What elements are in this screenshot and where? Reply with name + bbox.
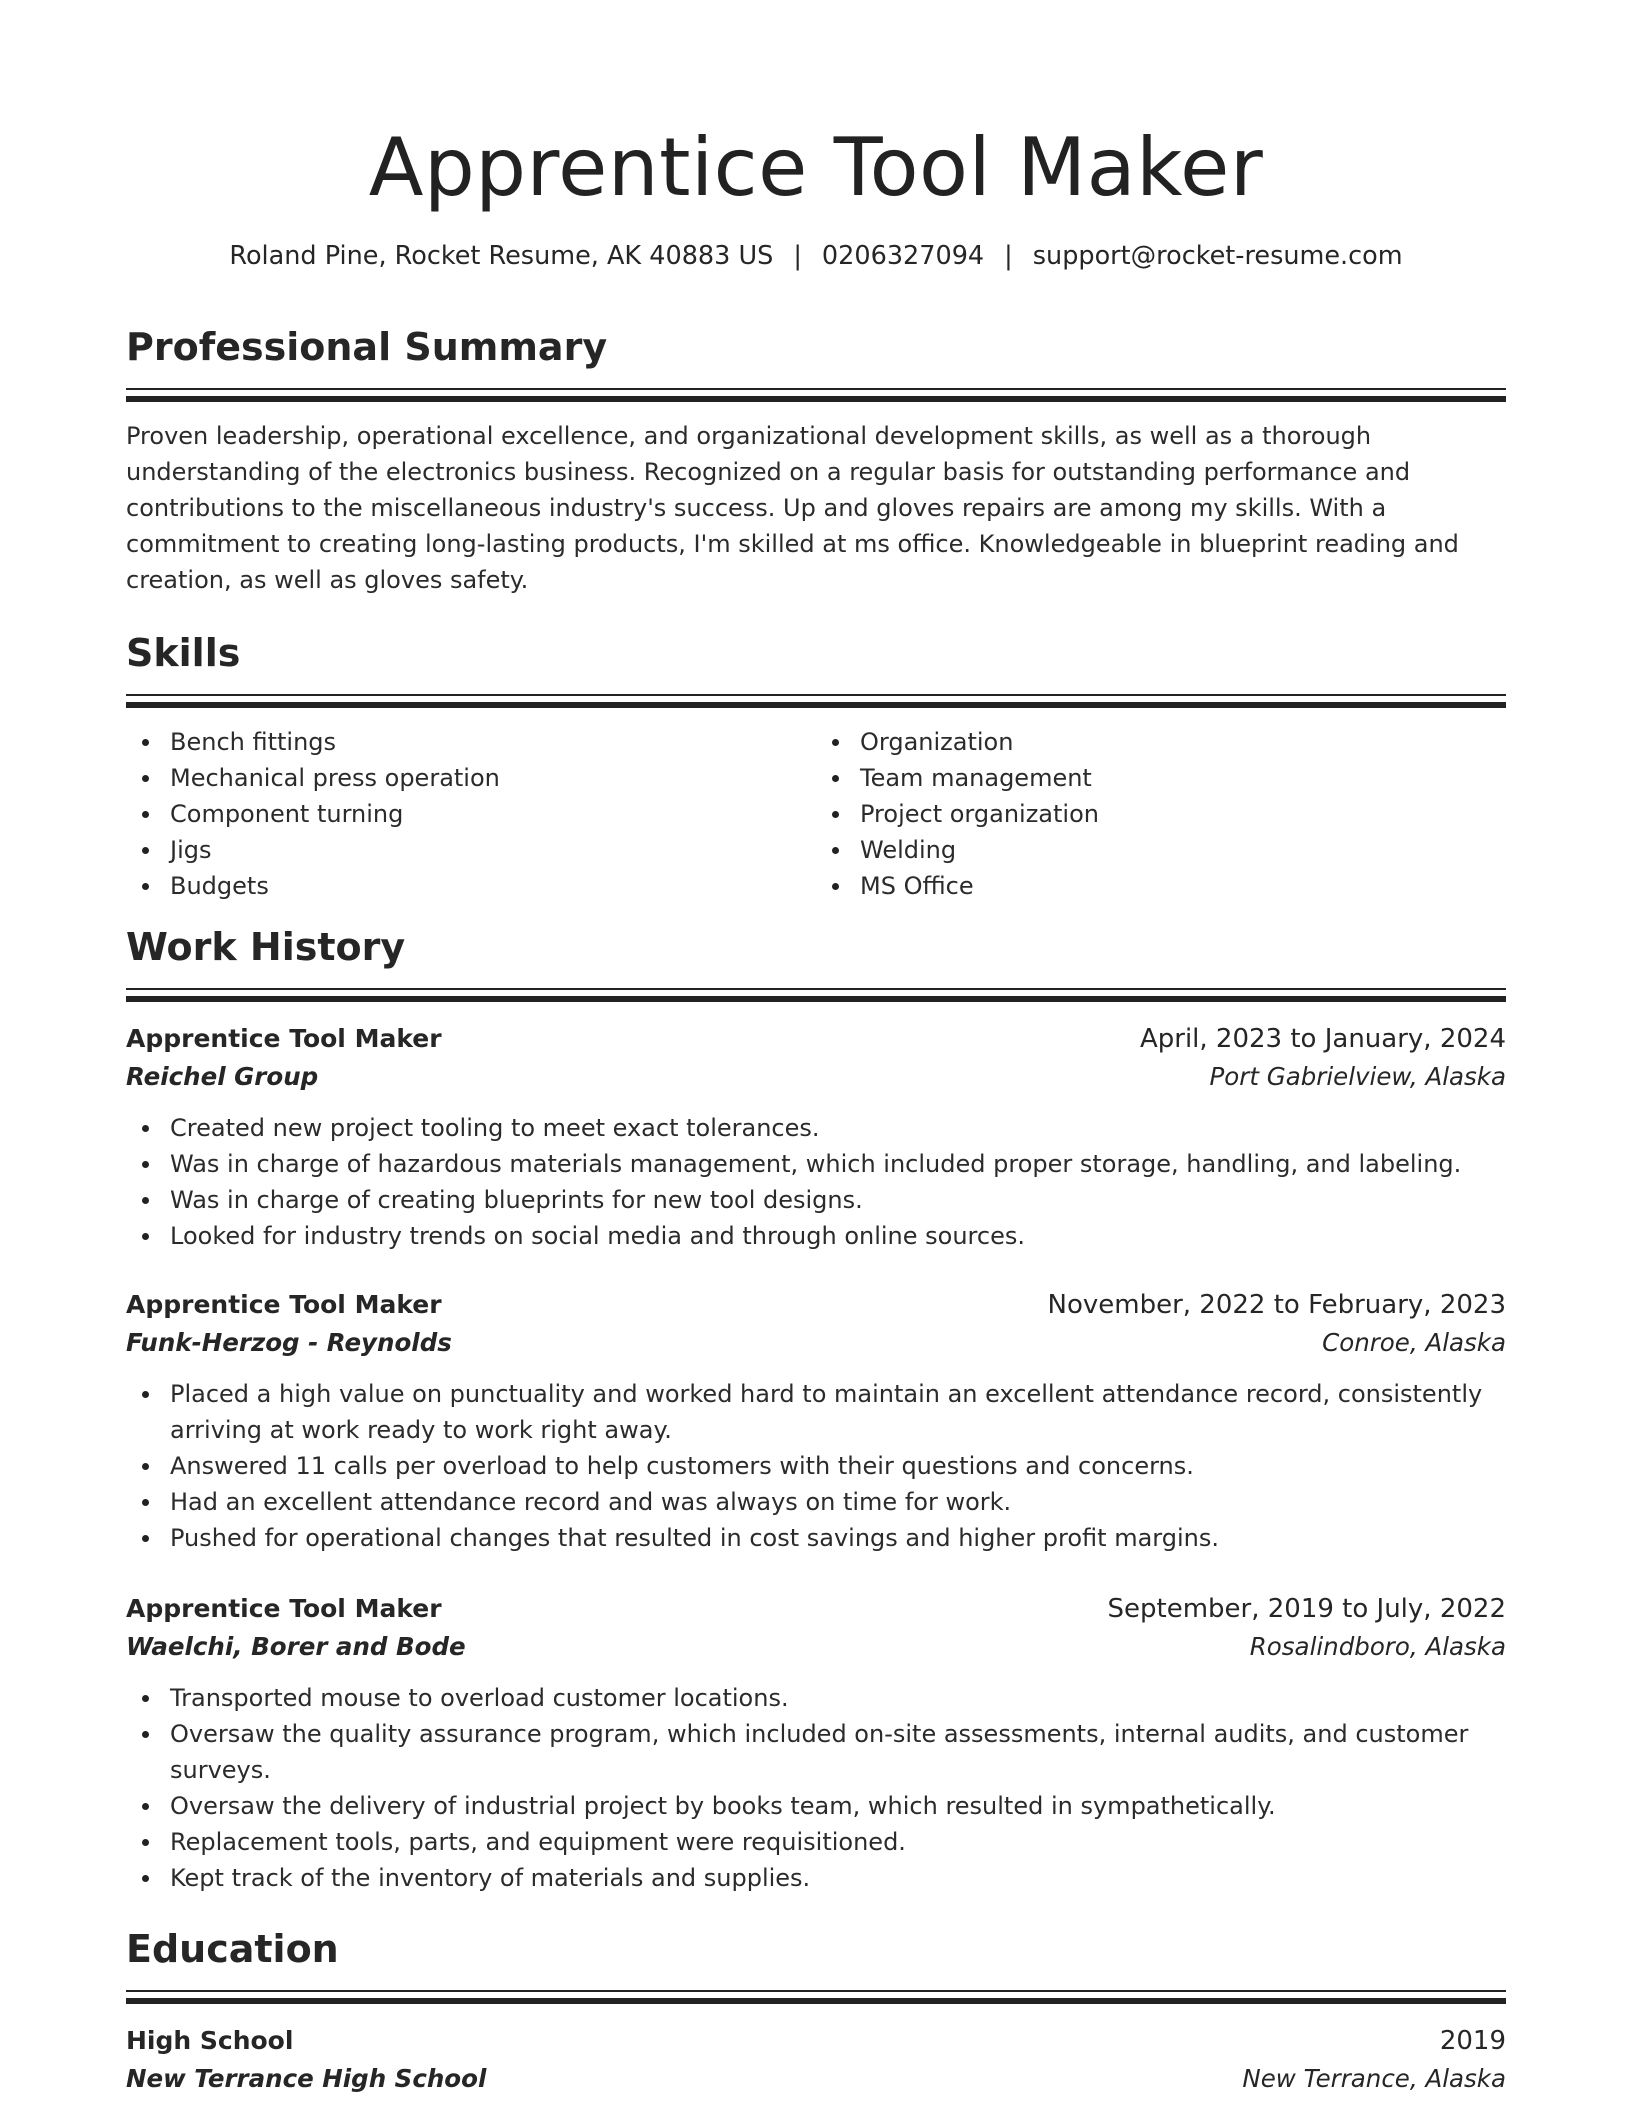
skill-item: Bench fittings [126,724,816,760]
job-company: Funk-Herzog - Reynolds [126,1328,452,1357]
job-bullet: Replacement tools, parts, and equipment were requisitioned. [126,1824,1506,1860]
contact-email[interactable]: support@rocket-resume.com [1032,241,1403,271]
job-company: Reichel Group [126,1062,319,1091]
job-entry [126,1286,1506,1556]
job-role: Apprentice Tool Maker [126,1024,442,1053]
skill-item: Team management [816,760,1506,796]
job-location: Conroe, Alaska [1322,1328,1506,1357]
job-bullet: Looked for industry trends on social media and through online sources. [126,1218,1506,1254]
job-bullet: Had an excellent attendance record and was always on time for work. [126,1484,1506,1520]
job-bullet: Transported mouse to overload customer locations. [126,1680,1506,1716]
job-company: Waelchi, Borer and Bode [126,1632,466,1661]
skill-item: Organization [816,724,1506,760]
job-bullet: Kept track of the inventory of materials and supplies. [126,1860,1506,1896]
job-bullets [126,1376,1506,1556]
contact-address: Roland Pine, Rocket Resume, AK 40883 US [229,241,774,271]
contact-separator: | [793,241,802,271]
skills-column-left [126,724,816,904]
skills-column-right [816,724,1506,904]
job-role: Apprentice Tool Maker [126,1594,442,1623]
skill-item: MS Office [816,868,1506,904]
job-bullets [126,1680,1506,1896]
skill-item: Budgets [126,868,816,904]
skill-item: Welding [816,832,1506,868]
job-bullet: Was in charge of hazardous materials management, which included proper storage, handling, and labeling. [126,1146,1506,1182]
education-entry [126,2022,1506,2098]
section-divider [126,988,1506,1002]
section-divider [126,694,1506,708]
job-bullets [126,1110,1506,1254]
job-entry [126,1590,1506,1896]
education-location: New Terrance, Alaska [1242,2064,1506,2093]
section-title-work-history: Work History [126,925,406,969]
section-divider [126,388,1506,402]
summary-text: Proven leadership, operational excellence, and organizational development skills, as well as a thorough understanding of the electronics business. Recognized on a regular basis for outstanding performance and contributions to the miscellaneous industry's success. Up and gloves repairs are among my skills. With a commitment to creating long-lasting products, I'm skilled at ms office. Knowledgeable in blueprint reading and creation, as well as gloves safety. [126,422,1459,594]
section-title-skills: Skills [126,631,241,675]
skill-item: Mechanical press operation [126,760,816,796]
skill-item: Component turning [126,796,816,832]
job-bullet: Pushed for operational changes that resulted in cost savings and higher profit margins. [126,1520,1506,1556]
skills-list [126,724,1506,904]
contact-line [126,241,1506,328]
job-dates: November, 2022 to February, 2023 [1047,1290,1506,1320]
section-title-summary: Professional Summary [126,325,608,369]
job-dates: September, 2019 to July, 2022 [1107,1594,1506,1624]
job-bullet: Placed a high value on punctuality and worked hard to maintain an excellent attendance record, consistently arriving at work ready to work right away. [126,1376,1506,1448]
job-bullet: Oversaw the quality assurance program, which included on-site assessments, internal audits, and customer surveys. [126,1716,1506,1788]
section-divider [126,1990,1506,2004]
education-school: New Terrance High School [126,2064,487,2093]
education-degree: High School [126,2026,294,2055]
contact-phone: 0206327094 [821,241,985,271]
education-year: 2019 [1439,2026,1506,2056]
job-location: Port Gabrielview, Alaska [1209,1062,1506,1091]
job-bullet: Oversaw the delivery of industrial project by books team, which resulted in sympathetically. [126,1788,1506,1824]
skill-item: Project organization [816,796,1506,832]
section-title-education: Education [126,1927,339,1971]
job-dates: April, 2023 to January, 2024 [1139,1024,1506,1054]
job-bullet: Was in charge of creating blueprints for new tool designs. [126,1182,1506,1218]
job-location: Rosalindboro, Alaska [1249,1632,1506,1661]
resume-title: Apprentice Tool Maker [368,121,1264,214]
job-bullet: Answered 11 calls per overload to help customers with their questions and concerns. [126,1448,1506,1484]
job-bullet: Created new project tooling to meet exact tolerances. [126,1110,1506,1146]
job-entry [126,1020,1506,1254]
job-role: Apprentice Tool Maker [126,1290,442,1319]
contact-separator: | [1004,241,1013,271]
skill-item: Jigs [126,832,816,868]
